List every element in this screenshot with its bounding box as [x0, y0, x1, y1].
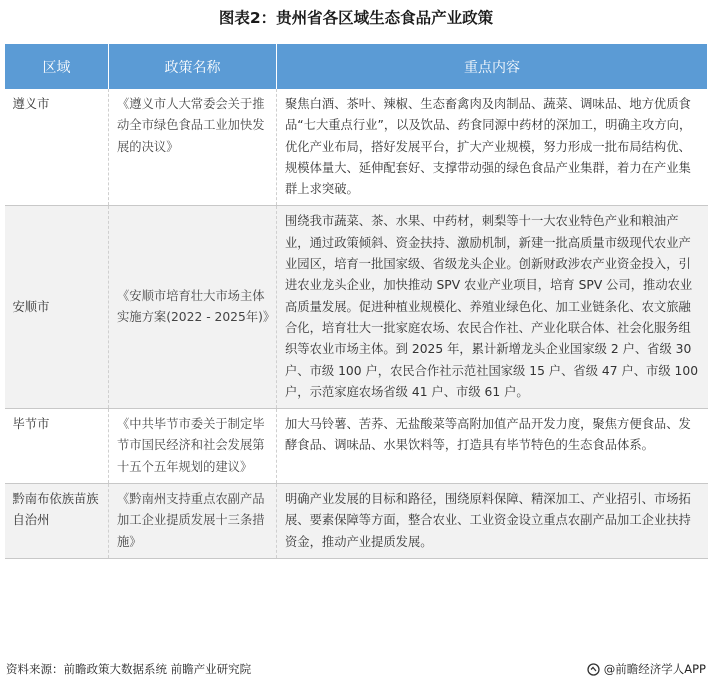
content-cell: 聚焦白酒、茶叶、辣椒、生态畜禽肉及肉制品、蔬菜、调味品、地方优质食品“七大重点行业”，以及饮品、药食同源中药材的深加工，明确主攻方向，优化产业布局，搭好发展平台，扩大产业规模，努力形成一批布局结构优、规模体量大、延伸配套好、支撑带动强的绿色食品产业集群，着力在产业集群上求突破。 — [277, 89, 708, 206]
table-row — [5, 484, 708, 559]
region-cell: 遵义市 — [5, 89, 109, 206]
region-cell: 黔南布依族苗族自治州 — [5, 484, 109, 559]
table-row — [5, 89, 708, 206]
header-policy-name: 政策名称 — [109, 44, 277, 89]
policy-cell: 《遵义市人大常委会关于推动全市绿色食品工业加快发展的决议》 — [109, 89, 277, 206]
qianzhan-logo-icon — [587, 663, 600, 676]
footer — [6, 661, 706, 677]
content-cell: 明确产业发展的目标和路径，围绕原料保障、精深加工、产业招引、市场拓展、要素保障等方面，整合农业、工业资金设立重点农副产品加工企业扶持资金，推动产业提质发展。 — [277, 484, 708, 559]
region-cell: 安顺市 — [5, 206, 109, 409]
brand-text: @前瞻经济学人APP — [603, 662, 706, 676]
source-note: 资料来源：前瞻政策大数据系统 前瞻产业研究院 — [6, 662, 252, 676]
table-header-row — [5, 44, 708, 89]
brand-credit — [587, 661, 706, 677]
content-cell: 加大马铃薯、苦荞、无盐酸菜等高附加值产品开发力度，聚焦方便食品、发酵食品、调味品、水果饮料等，打造具有毕节特色的生态食品体系。 — [277, 409, 708, 484]
table-row — [5, 206, 708, 409]
header-key-content: 重点内容 — [277, 44, 708, 89]
header-region: 区域 — [5, 44, 109, 89]
policy-cell: 《安顺市培育壮大市场主体实施方案(2022 - 2025年)》 — [109, 206, 277, 409]
table-row — [5, 409, 708, 484]
region-cell: 毕节市 — [5, 409, 109, 484]
policy-cell: 《中共毕节市委关于制定毕节市国民经济和社会发展第十五个五年规划的建议》 — [109, 409, 277, 484]
chart-title: 图表2：贵州省各区域生态食品产业政策 — [218, 9, 494, 27]
policy-table-container — [4, 44, 707, 559]
policy-table — [4, 44, 708, 559]
content-cell: 围绕我市蔬菜、茶、水果、中药材，刺梨等十一大农业特色产业和粮油产业，通过政策倾斜、资金扶持、激励机制，新建一批高质量市级现代农业产业园区，培育一批国家级、省级龙头企业。创新财政涉农产业资金投入，引进农业龙头企业，加快推动 SPV 农业产业项目，培育 SPV 公司，推动农业高质量发展。促进种植业规模化、养殖业绿色化、加工业链条化、农文旅融合化，培育壮大一批家庭农场、农民合作社、产业化联合体、社会化服务组织等农业市场主体。到 2025 年，累计新增龙头企业国家级 2 户、省级 30 户、市级 100 户，农民合作社示范社国家级 15 户、省级 47 户、市级 100 户，示范家庭农场省级 41 户、市级 61 户。 — [277, 206, 708, 409]
policy-cell: 《黔南州支持重点农副产品加工企业提质发展十三条措施》 — [109, 484, 277, 559]
